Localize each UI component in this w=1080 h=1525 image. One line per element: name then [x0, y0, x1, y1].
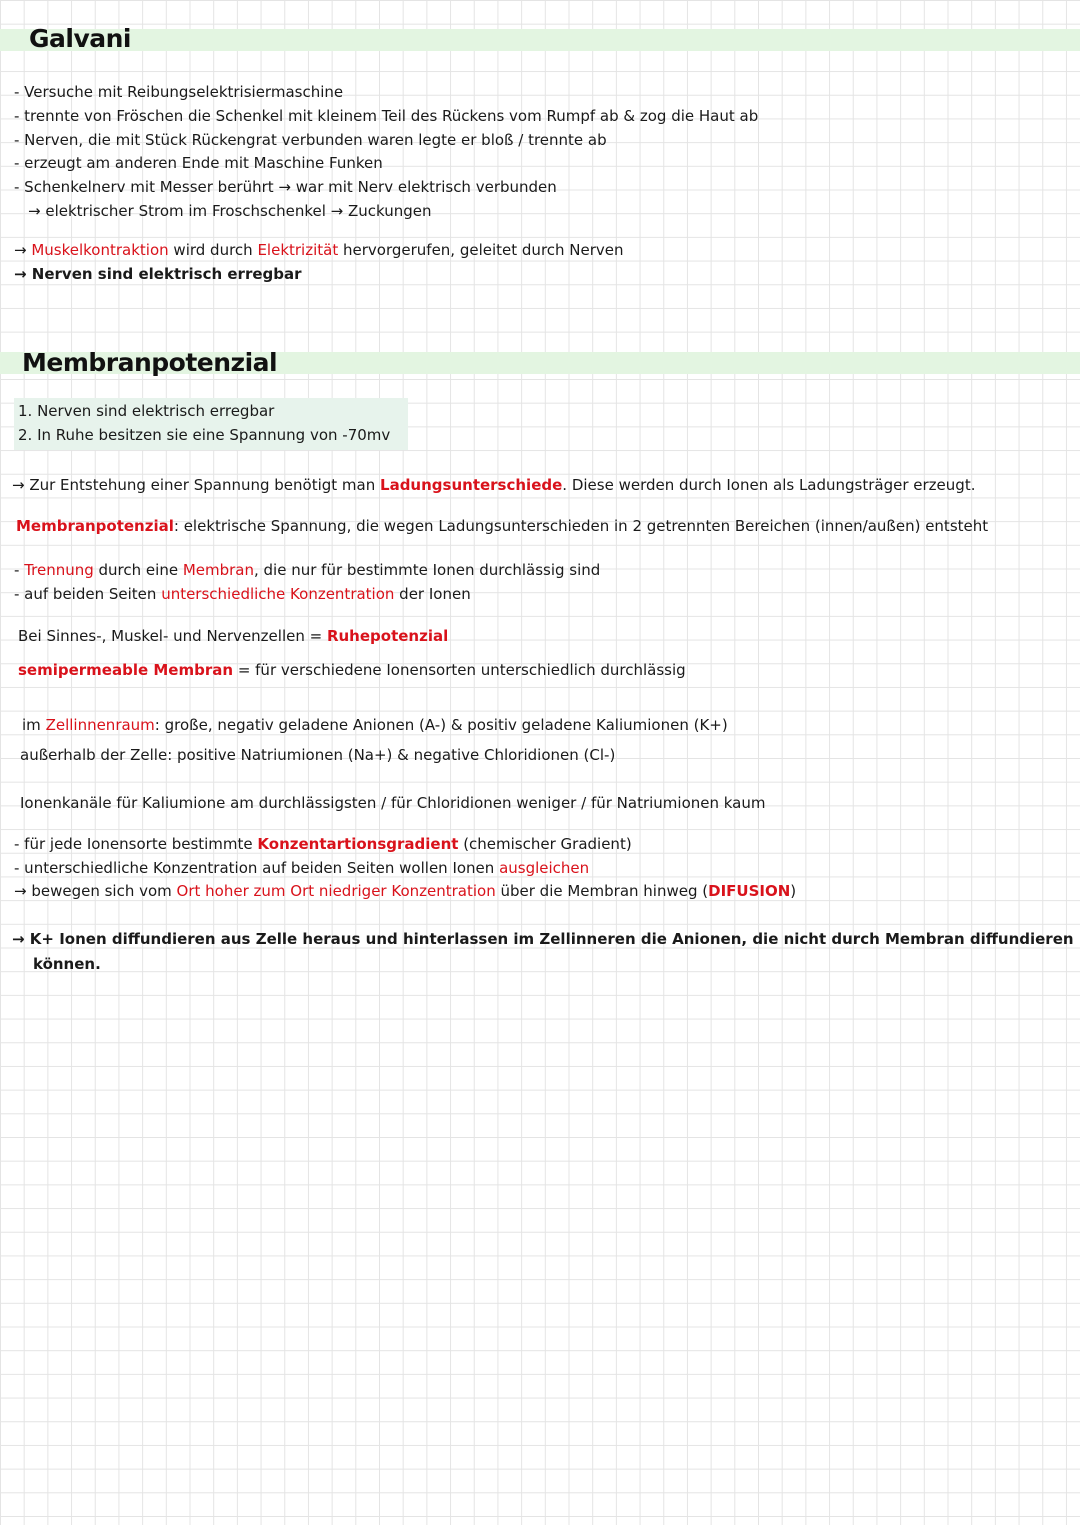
galvani-bullet-1: - Versuche mit Reibungselektrisiermaschine: [14, 83, 344, 101]
galvani-bullet-5: - Schenkelnerv mit Messer berührt → war mit Nerv elektrisch verbunden: [14, 178, 557, 196]
arrow: →: [14, 241, 32, 259]
spannung-line: [12, 475, 975, 495]
text: ): [790, 882, 797, 900]
galvani-bullet-2: - trennte von Fröschen die Schenkel mit kleinem Teil des Rückens vom Rumpf ab & zog die Haut ab: [14, 107, 759, 125]
term-ausgleichen: ausgleichen: [499, 859, 590, 877]
term-ruhepotenzial: Ruhepotenzial: [326, 627, 449, 645]
text: hervorgerufen, geleitet durch Nerven: [338, 241, 624, 259]
text: - auf beiden Seiten: [14, 585, 162, 603]
term-membranpotenzial: Membranpotenzial: [16, 517, 174, 535]
kplus-line: → K+ Ionen diffundieren aus Zelle heraus und hinterlassen im Zellinneren die Anionen, die nicht durch Membran diffundieren: [12, 930, 1074, 948]
summary-item-1: 1. Nerven sind elektrisch erregbar: [18, 402, 275, 420]
galvani-bullet-4: - erzeugt am anderen Ende mit Maschine Funken: [14, 154, 383, 172]
section-title-membranpotenzial: Membranpotenzial: [22, 348, 278, 377]
galvani-conclusion-1: [14, 240, 624, 260]
text: , die nur für bestimmte Ionen durchlässig sind: [254, 561, 601, 579]
heading-highlight-band: [0, 29, 1080, 51]
term-trennung: Trennung: [24, 561, 94, 579]
term-elektrizitaet: Elektrizität: [257, 241, 339, 259]
bewegen-line: [14, 881, 796, 901]
term-ort-hoher-niedriger: Ort hoher zum Ort niedriger Konzentration: [176, 882, 496, 900]
text: durch eine: [93, 561, 183, 579]
text: der Ionen: [394, 585, 471, 603]
text: - unterschiedliche Konzentration auf beiden Seiten wollen Ionen: [14, 859, 500, 877]
text: - für jede Ionensorte bestimmte: [14, 835, 258, 853]
term-konzentrationsgradient: Konzentartionsgradient: [257, 835, 459, 853]
trennung-line: [14, 560, 600, 580]
term-zellinnenraum: Zellinnenraum: [45, 716, 155, 734]
text: . Diese werden durch Ionen als Ladungsträger erzeugt.: [562, 476, 976, 494]
galvani-conclusion-2: → Nerven sind elektrisch erregbar: [14, 265, 302, 283]
text: → bewegen sich vom: [14, 882, 177, 900]
galvani-bullet-3: - Nerven, die mit Stück Rückengrat verbunden waren legte er bloß / trennte ab: [14, 131, 607, 149]
gradient-line: [14, 834, 632, 854]
ruhe-line: [18, 626, 448, 646]
text: : elektrische Spannung, die wegen Ladungsunterschieden in 2 getrennten Bereichen (innen/außen) entsteht: [173, 517, 989, 535]
ionenkanaele-line: Ionenkanäle für Kaliumione am durchlässigsten / für Chloridionen weniger / für Natriumionen kaum: [20, 794, 766, 812]
text: wird durch: [168, 241, 258, 259]
galvani-bullet-6: → elektrischer Strom im Froschschenkel → Zuckungen: [28, 202, 432, 220]
text: Bei Sinnes-, Muskel- und Nervenzellen =: [18, 627, 327, 645]
term-unterschiedliche-konzentration: unterschiedliche Konzentration: [161, 585, 395, 603]
konzentration-line: [14, 584, 471, 604]
ausgleich-line: [14, 858, 589, 878]
term-ladungsunterschiede: Ladungsunterschiede: [380, 476, 563, 494]
zellinnenraum-line: [22, 715, 728, 735]
term-semipermeable-membran: semipermeable Membran: [18, 661, 234, 679]
section-title-galvani: Galvani: [29, 24, 131, 53]
definition-line: [16, 516, 988, 536]
term-difusion: DIFUSION: [708, 882, 791, 900]
text: → Zur Entstehung einer Spannung benötigt man: [12, 476, 381, 494]
semipermeable-line: [18, 660, 686, 680]
text: über die Membran hinweg (: [495, 882, 709, 900]
text: = für verschiedene Ionensorten unterschiedlich durchlässig: [233, 661, 686, 679]
text: im: [22, 716, 46, 734]
kplus-line-continued: können.: [33, 955, 101, 973]
summary-item-2: 2. In Ruhe besitzen sie eine Spannung von -70mv: [18, 426, 391, 444]
text: (chemischer Gradient): [458, 835, 632, 853]
term-membran: Membran: [182, 561, 254, 579]
term-muskelkontraktion: Muskelkontraktion: [31, 241, 169, 259]
text: -: [14, 561, 25, 579]
text: : große, negativ geladene Anionen (A-) & positiv geladene Kaliumionen (K+): [154, 716, 728, 734]
ausserhalb-line: außerhalb der Zelle: positive Natriumionen (Na+) & negative Chloridionen (Cl-): [20, 746, 616, 764]
